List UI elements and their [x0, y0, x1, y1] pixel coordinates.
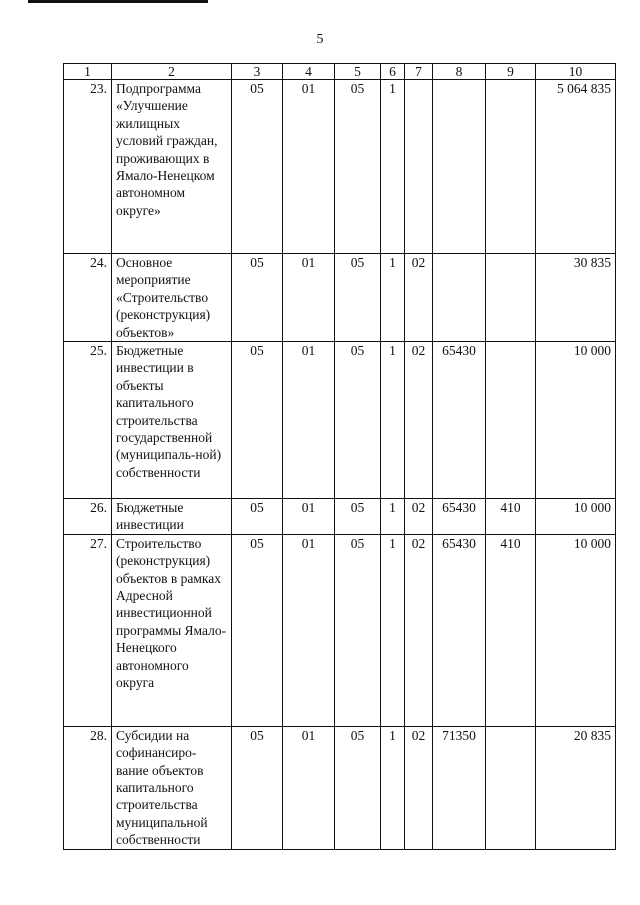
table-row: [64, 80, 616, 254]
cell-c6: 1: [381, 534, 405, 726]
page-number: 5: [316, 32, 324, 47]
cell-c8: [433, 80, 486, 254]
cell-c3: 05: [232, 534, 283, 726]
cell-c3: 05: [232, 499, 283, 535]
cell-amount: 10 000: [536, 342, 616, 499]
row-name: Субсидии на софинансиро-вание объектов капитального строительства муниципальной собственности: [112, 726, 232, 849]
row-number: 27.: [64, 534, 112, 726]
cell-c8: [433, 254, 486, 342]
cell-c7: [405, 80, 433, 254]
cell-c6: 1: [381, 254, 405, 342]
cell-c9: [486, 726, 536, 849]
col-header: 1: [64, 64, 112, 80]
cell-c4: 01: [283, 499, 335, 535]
cell-c3: 05: [232, 254, 283, 342]
table-row: [64, 534, 616, 726]
cell-c9: 410: [486, 499, 536, 535]
row-name: Основное мероприятие «Строительство (реконструкция) объектов»: [112, 254, 232, 342]
col-header: 3: [232, 64, 283, 80]
table-row: [64, 254, 616, 342]
cell-c4: 01: [283, 342, 335, 499]
cell-c6: 1: [381, 726, 405, 849]
cell-c9: [486, 254, 536, 342]
cell-c5: 05: [335, 499, 381, 535]
row-number: 26.: [64, 499, 112, 535]
top-rule: [28, 0, 208, 3]
col-header: 6: [381, 64, 405, 80]
col-header: 8: [433, 64, 486, 80]
cell-c9: [486, 342, 536, 499]
cell-amount: 10 000: [536, 534, 616, 726]
cell-amount: 10 000: [536, 499, 616, 535]
cell-c6: 1: [381, 499, 405, 535]
cell-c4: 01: [283, 534, 335, 726]
row-name: Подпрограмма «Улучшение жилищных условий граждан, проживающих в Ямало-Ненецком автономном округе»: [112, 80, 232, 254]
col-header: 2: [112, 64, 232, 80]
cell-c4: 01: [283, 80, 335, 254]
cell-c5: 05: [335, 726, 381, 849]
cell-c9: 410: [486, 534, 536, 726]
cell-c7: 02: [405, 499, 433, 535]
row-number: 28.: [64, 726, 112, 849]
row-name: Бюджетные инвестиции в объекты капитального строительства государственной (муниципаль-ной) собственности: [112, 342, 232, 499]
col-header: 7: [405, 64, 433, 80]
row-number: 23.: [64, 80, 112, 254]
row-name: Бюджетные инвестиции: [112, 499, 232, 535]
cell-c7: 02: [405, 342, 433, 499]
col-header: 10: [536, 64, 616, 80]
cell-c9: [486, 80, 536, 254]
cell-c8: 71350: [433, 726, 486, 849]
cell-c5: 05: [335, 342, 381, 499]
cell-c8: 65430: [433, 342, 486, 499]
cell-c6: 1: [381, 342, 405, 499]
cell-c7: 02: [405, 726, 433, 849]
header-row: [64, 64, 616, 80]
col-header: 5: [335, 64, 381, 80]
cell-c5: 05: [335, 254, 381, 342]
cell-amount: 20 835: [536, 726, 616, 849]
row-number: 24.: [64, 254, 112, 342]
cell-c3: 05: [232, 726, 283, 849]
table-row: [64, 342, 616, 499]
cell-c5: 05: [335, 80, 381, 254]
table-row: [64, 499, 616, 535]
cell-amount: 30 835: [536, 254, 616, 342]
cell-c3: 05: [232, 80, 283, 254]
cell-c6: 1: [381, 80, 405, 254]
cell-c3: 05: [232, 342, 283, 499]
cell-c5: 05: [335, 534, 381, 726]
cell-c7: 02: [405, 534, 433, 726]
table-row: [64, 726, 616, 849]
budget-table: [63, 63, 616, 850]
cell-c8: 65430: [433, 499, 486, 535]
cell-c4: 01: [283, 254, 335, 342]
col-header: 4: [283, 64, 335, 80]
row-name: Строительство (реконструкция) объектов в рамках Адресной инвестиционной программы Ямало-Ненецкого автономного округа: [112, 534, 232, 726]
cell-c7: 02: [405, 254, 433, 342]
col-header: 9: [486, 64, 536, 80]
cell-amount: 5 064 835: [536, 80, 616, 254]
cell-c4: 01: [283, 726, 335, 849]
row-number: 25.: [64, 342, 112, 499]
cell-c8: 65430: [433, 534, 486, 726]
